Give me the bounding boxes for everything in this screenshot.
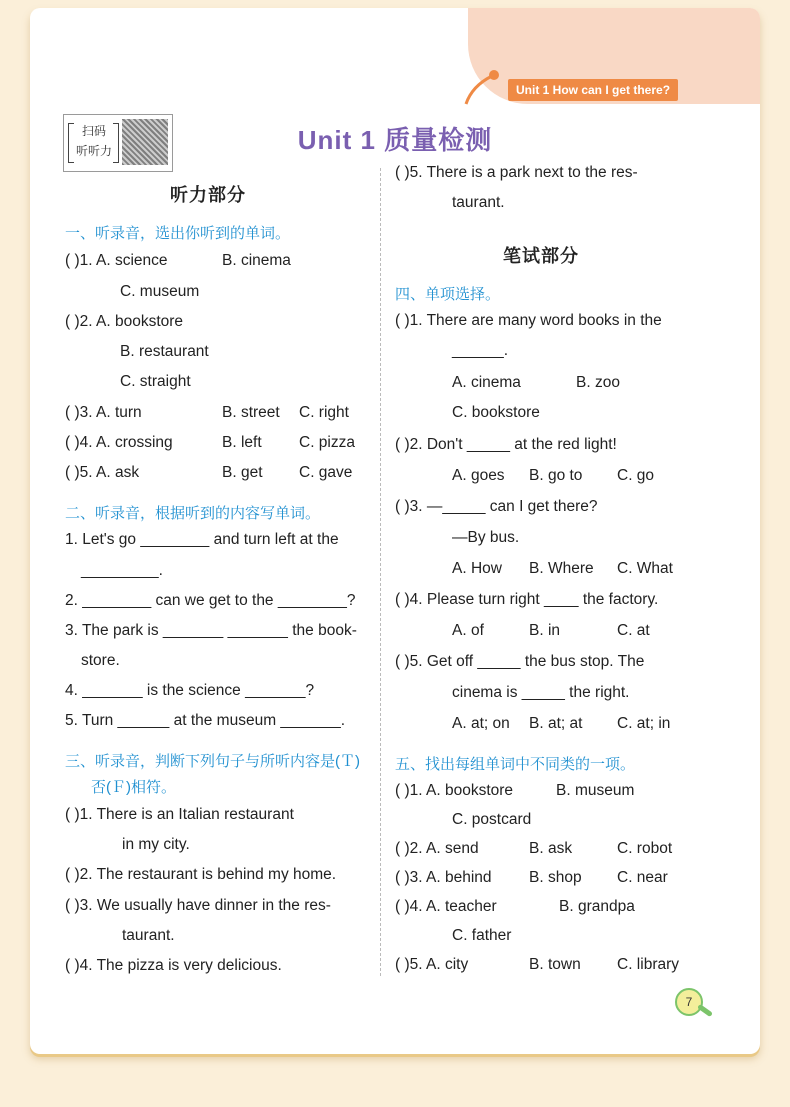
s4-q4-a: A. of [452,622,484,639]
s5-q5-b: B. town [529,956,581,973]
s4-q1b: ______. [452,342,509,359]
s4-q2: ( )2. Don't _____ at the red light! [395,436,617,453]
s1-q3: ( )3. A. turn [65,404,142,421]
s2-l4: 4. _______ is the science _______? [65,682,315,699]
s5-q2-c: C. robot [617,840,673,857]
s4-q1-b: B. zoo [576,374,620,391]
s4-q1-a: A. cinema [452,374,521,391]
s3-q4: ( )4. The pizza is very delicious. [65,957,282,974]
section-4-head: 四、单项选择。 [395,286,501,303]
s2-l1b: _________. [81,562,163,579]
s1-q2-c: C. straight [120,373,191,390]
s1-q5-b: B. get [222,464,263,481]
s1-q4: ( )4. A. crossing [65,434,173,451]
section-3-head-1: 三、听录音，判断下列句子与所听内容是(Ｔ) [65,753,360,770]
s3-q3: ( )3. We usually have dinner in the res- [65,897,331,914]
s4-q3b: —By bus. [452,529,520,546]
s5-q4-b: B. grandpa [559,898,635,915]
s4-q3-c: C. What [617,560,673,577]
s2-l3: 3. The park is _______ _______ the book- [65,622,357,639]
s4-q1: ( )1. There are many word books in the [395,312,662,329]
column-divider [380,168,381,976]
s2-l3b: store. [81,652,120,669]
section-2-head: 二、听录音，根据听到的内容写单词。 [65,505,321,522]
s2-l5: 5. Turn ______ at the museum _______. [65,712,346,729]
section-3-head-2: 否(Ｆ)相符。 [91,779,176,796]
s5-q1-c: C. postcard [452,811,532,828]
s4-q4-b: B. in [529,622,561,639]
s5-q5-c: C. library [617,956,680,973]
s1-q1-c: C. museum [120,283,200,300]
s4-q3-b: B. Where [529,560,594,577]
s5-q1-b: B. museum [556,782,635,799]
worksheet-page [30,8,760,1054]
s5-q4-c: C. father [452,927,512,944]
s1-q1: ( )1. A. science [65,252,168,269]
s4-q5-a: A. at; on [452,715,510,732]
writing-title: 笔试部分 [503,246,579,266]
s4-q2-a: A. goes [452,467,505,484]
s3-q1b: in my city. [122,836,190,853]
section-1-head: 一、听录音，选出你听到的单词。 [65,225,291,242]
s1-q3-b: B. street [222,404,280,421]
s1-q4-b: B. left [222,434,262,451]
s5-q4: ( )4. A. teacher [395,898,497,915]
s1-q5: ( )5. A. ask [65,464,140,481]
s5-q5: ( )5. A. city [395,956,469,973]
qr-label-line2: 听听力 [75,144,112,158]
s1-q4-c: C. pizza [299,434,355,451]
s5-q1: ( )1. A. bookstore [395,782,514,799]
s1-q5-c: C. gave [299,464,353,481]
s4-q4: ( )4. Please turn right ____ the factory. [395,591,659,608]
s3-q5b: taurant. [452,194,505,211]
s4-q1-c: C. bookstore [452,404,540,421]
s1-q2-b: B. restaurant [120,343,209,360]
s5-q2-b: B. ask [529,840,573,857]
s3-q1: ( )1. There is an Italian restaurant [65,806,294,823]
s3-q2: ( )2. The restaurant is behind my home. [65,866,337,883]
s1-q3-c: C. right [299,404,349,421]
s1-q2: ( )2. A. bookstore [65,313,184,330]
s4-q5: ( )5. Get off _____ the bus stop. The [395,653,645,670]
qr-label-line1: 扫码 [81,124,106,138]
s3-q3b: taurant. [122,927,175,944]
section-5-head: 五、找出每组单词中不同类的一项。 [395,756,636,773]
s5-q3: ( )3. A. behind [395,869,492,886]
s4-q5-b: B. at; at [529,715,583,732]
listening-title: 听力部分 [170,185,246,205]
s4-q3-a: A. How [452,560,502,577]
s2-l2: 2. ________ can we get to the ________? [65,592,356,609]
s2-l1: 1. Let's go ________ and turn left at the [65,531,339,548]
s5-q2: ( )2. A. send [395,840,479,857]
unit-badge: Unit 1 How can I get there? [508,79,678,101]
page-title: Unit 1 质量检测 [297,125,493,155]
page-number: 7 [675,988,703,1016]
s4-q3: ( )3. —_____ can I get there? [395,498,598,515]
s4-q4-c: C. at [617,622,650,639]
s3-q5: ( )5. There is a park next to the res- [395,164,638,181]
s1-q1-b: B. cinema [222,252,291,269]
s4-q2-b: B. go to [529,467,583,484]
rocket-icon [462,66,506,106]
s4-q2-c: C. go [617,467,655,484]
s4-q5b: cinema is _____ the right. [452,684,630,701]
s4-q5-c: C. at; in [617,715,671,732]
s5-q3-c: C. near [617,869,668,886]
s5-q3-b: B. shop [529,869,582,886]
